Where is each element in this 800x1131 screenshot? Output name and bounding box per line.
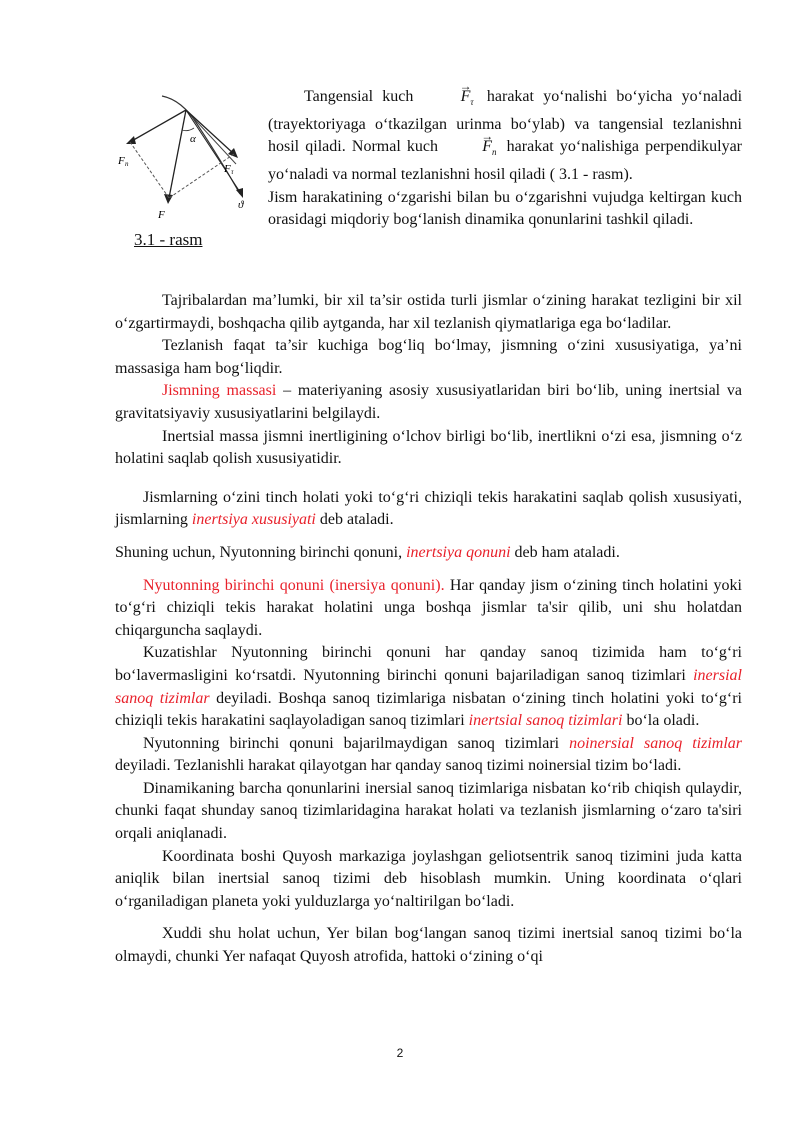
paragraph-9: Nyutonning birinchi qonuni bajarilmaydigan sanoq tizimlari noinersial sanoq tizimlar deyiladi. Tezlanishli harakat qilayotgan har qanday sanoq tizimi noinersial tizim bo‘ladi. bbox=[115, 734, 742, 775]
paragraph-8: Kuzatishlar Nyutonning birinchi qonuni har qanday sanoq tizimida ham to‘g‘ri bo‘lavermasligini ko‘rsatdi. Nyutonning birinchi qonuni bajariladigan sanoq tizimlari inersial sanoq tizimlar deyiladi. Boshqa sanoq tizimlariga nisbatan o‘zining tinch holatini yoki to‘g‘ri chiziqli tekis harakatini saqlayoladigan sanoq tizimlari inertsial sanoq tizimlari bo‘la oladi. bbox=[115, 644, 742, 730]
label-f: F bbox=[158, 209, 165, 221]
label-ft: F bbox=[224, 163, 231, 175]
paragraph-7: Nyutonning birinchi qonuni (inersiya qonuni). Har qanday jism o‘zining tinch holatini yoki to‘g‘ri chiziqli tekis harakat holatini unga boshqa jismlar ta'sir qilib, uni shu holatdan chiqarguncha saqlaydi. bbox=[115, 576, 743, 639]
label-ft-sub: τ bbox=[231, 168, 234, 176]
main-text bbox=[115, 290, 742, 969]
term-inertsial-sanoq-tizimlari: inertsial sanoq tizimlari bbox=[468, 712, 623, 730]
figure-caption-word: rasm bbox=[169, 230, 203, 249]
figure-caption-number: 3.1 - bbox=[134, 230, 170, 249]
paragraph-11: Koordinata boshi Quyosh markaziga joylashgan geliotsentrik sanoq tizimini juda katta aniqlik bilan inertsial sanoq tizimi deb hisoblash mumkin. Uning koordinata o‘qlari o‘rganiladigan planeta yoki yulduzlarga yo‘naltirilgan bo‘ladi. bbox=[115, 847, 742, 910]
paragraph-2: Tezlanish faqat ta’sir kuchiga bog‘liq bo‘lmay, jismning o‘zini xususiyatiga, ya’ni massasiga ham bog‘liqdir. bbox=[115, 337, 742, 377]
paragraph-10: Dinamikaning barcha qonunlarini inersial sanoq tizimlariga nisbatan ko‘rib chiqish qulaydir, chunki faqat shunday sanoq tizimlaridagina harakat holati va tezlanish jismlarning o‘zaro ta'siri orqali aniqlanadi. bbox=[115, 779, 742, 843]
paragraph-6: Shuning uchun, Nyutonning birinchi qonuni, inertsiya qonuni deb ham ataladi. bbox=[115, 543, 620, 561]
page-number: 2 bbox=[396, 1046, 404, 1060]
side-text-a: Tangensial kuch bbox=[304, 88, 414, 105]
term-noinersial-sanoq-tizimlar: noinersial sanoq tizimlar bbox=[569, 734, 742, 752]
side-paragraph-1 bbox=[268, 79, 743, 187]
trajectory-curve bbox=[162, 96, 240, 194]
side-text-c: harakat yo‘nalishiga perpendikulyar yo‘naladi va normal tezlanishni hosil qiladi ( 3.1 - rasm). bbox=[268, 138, 743, 184]
force-diagram bbox=[112, 92, 262, 252]
force-vector-f bbox=[169, 110, 186, 198]
term-inertsiya-xususiyati: inertsiya xususiyati bbox=[191, 511, 316, 529]
term-nyuton-birinchi-qonuni: Nyutonning birinchi qonuni (inersiya qonuni). bbox=[143, 576, 445, 594]
label-v: ϑ bbox=[238, 199, 244, 211]
vector-f-n: → $F_n$ bbox=[481, 129, 497, 158]
term-jismning-massasi: Jismning massasi bbox=[162, 382, 277, 400]
paragraph-5: Jismlarning o‘zini tinch holati yoki to‘g‘ri chiziqli tekis harakatini saqlab qolish xususiyati, jismlarning inertsiya xususiyati deb ataladi. bbox=[115, 488, 742, 529]
arrowhead-f bbox=[164, 194, 173, 204]
tangential-vector-ft bbox=[186, 110, 234, 154]
paragraph-12: Xuddi shu holat uchun, Yer bilan bog‘langan sanoq tizimi inertsial sanoq tizimi bo‘la olmaydi, chunki Yer nafaqat Quyosh atrofida, hattoki o‘zining o‘qi bbox=[115, 925, 742, 966]
normal-vector-fn bbox=[130, 110, 186, 142]
dashed-fn-to-f bbox=[130, 142, 169, 198]
dashed-ft-to-f bbox=[169, 154, 234, 198]
side-paragraph-2: Jism harakatining o‘zgarishi bilan bu o‘zgarishni vujudga keltirgan kuch orasidagi miqdoriy bog‘lanish dinamika qonunlarini tashkil qiladi. bbox=[268, 188, 742, 229]
vector-f-tau: → $F_\tau$ bbox=[459, 79, 474, 108]
label-fn-sub: n bbox=[125, 160, 129, 168]
angle-arc bbox=[182, 128, 194, 131]
side-text-b: harakat yo‘nalishi bo‘yicha yo‘naladi (trayektoriyaga o‘tkazilgan urinma bo‘ylab) va tangensial tezlanishni hosil qiladi. Normal kuch bbox=[268, 88, 743, 156]
paragraph-4: Inertsial massa jismni inertligining o‘lchov birligi bo‘lib, inertlikni o‘zi esa, jismning o‘z holatini saqlab qolish xususiyatidir. bbox=[115, 427, 742, 468]
label-alpha: α bbox=[190, 133, 196, 145]
term-inersial-sanoq-tizimlar: inersial sanoq tizimlar bbox=[115, 666, 742, 707]
paragraph-3: Jismning massasi – materiyaning asosiy xususiyatlaridan biri bo‘lib, uning inertsial va gravitatsiyaviy xususiyatlarini belgilaydi. bbox=[115, 382, 742, 422]
side-text bbox=[268, 79, 743, 232]
label-fn: F bbox=[118, 155, 125, 167]
term-inertsiya-qonuni: inertsiya qonuni bbox=[406, 543, 511, 561]
figure-caption bbox=[134, 230, 202, 250]
paragraph-1: Tajribalardan ma’lumki, bir xil ta’sir ostida turli jismlar o‘zining harakat tezligini bir xil o‘zgartirmaydi, boshqacha qilib aytganda, har xil tezlanish qiymatlariga ega bo‘ladilar. bbox=[115, 292, 742, 332]
